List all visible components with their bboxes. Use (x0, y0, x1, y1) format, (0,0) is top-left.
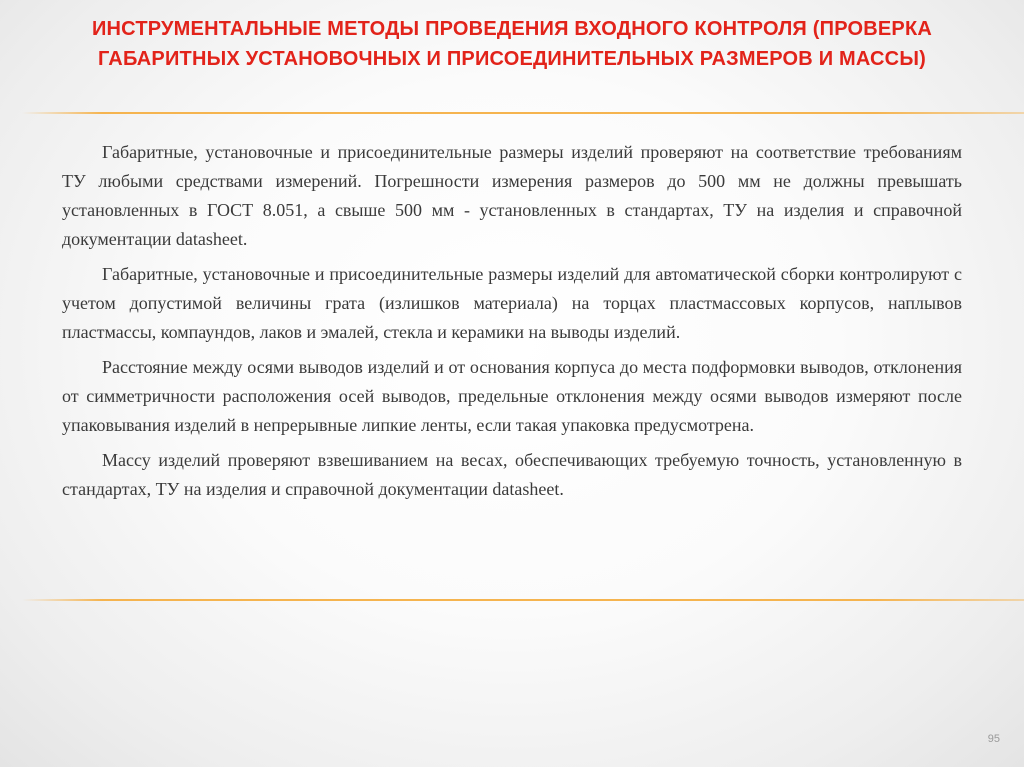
paragraph-2: Габаритные, установочные и присоединительные размеры изделий для автоматической сборки контролируют с учетом допустимой величины грата (излишков материала) на торцах пластмассовых корпусов, наплывов пластмассы, компаундов, лаков и эмалей, стекла и керамики на выводы изделий. (62, 264, 962, 342)
top-divider (22, 112, 1024, 114)
page-number: 95 (987, 733, 1000, 745)
paragraph-1: Габаритные, установочные и присоединительные размеры изделий проверяют на соответствие требованиям ТУ любыми средствами измерений. Погрешности измерения размеров до 500 мм не должны превышать установленных в ГОСТ 8.051, а свыше 500 мм - установленных в стандартах, ТУ на изделия и справочной документации datasheet. (62, 142, 962, 249)
bottom-divider (22, 599, 1024, 601)
paragraph-3: Расстояние между осями выводов изделий и от основания корпуса до места подформовки выводов, отклонения от симметричности расположения осей выводов, предельные отклонения между осями выводов измеряют после упаковывания изделий в непрерывные липкие ленты, если такая упаковка предусмотрена. (62, 357, 962, 435)
paragraph-4: Массу изделий проверяют взвешиванием на весах, обеспечивающих требуемую точность, установленную в стандартах, ТУ на изделия и справочной документации datasheet. (62, 450, 962, 499)
slide-title: ИНСТРУМЕНТАЛЬНЫЕ МЕТОДЫ ПРОВЕДЕНИЯ ВХОДНОГО КОНТРОЛЯ (ПРОВЕРКА ГАБАРИТНЫХ УСТАНОВОЧНЫХ И ПРИСОЕДИНИТЕЛЬНЫХ РАЗМЕРОВ И МАССЫ) (91, 18, 933, 70)
slide-body (62, 138, 962, 510)
